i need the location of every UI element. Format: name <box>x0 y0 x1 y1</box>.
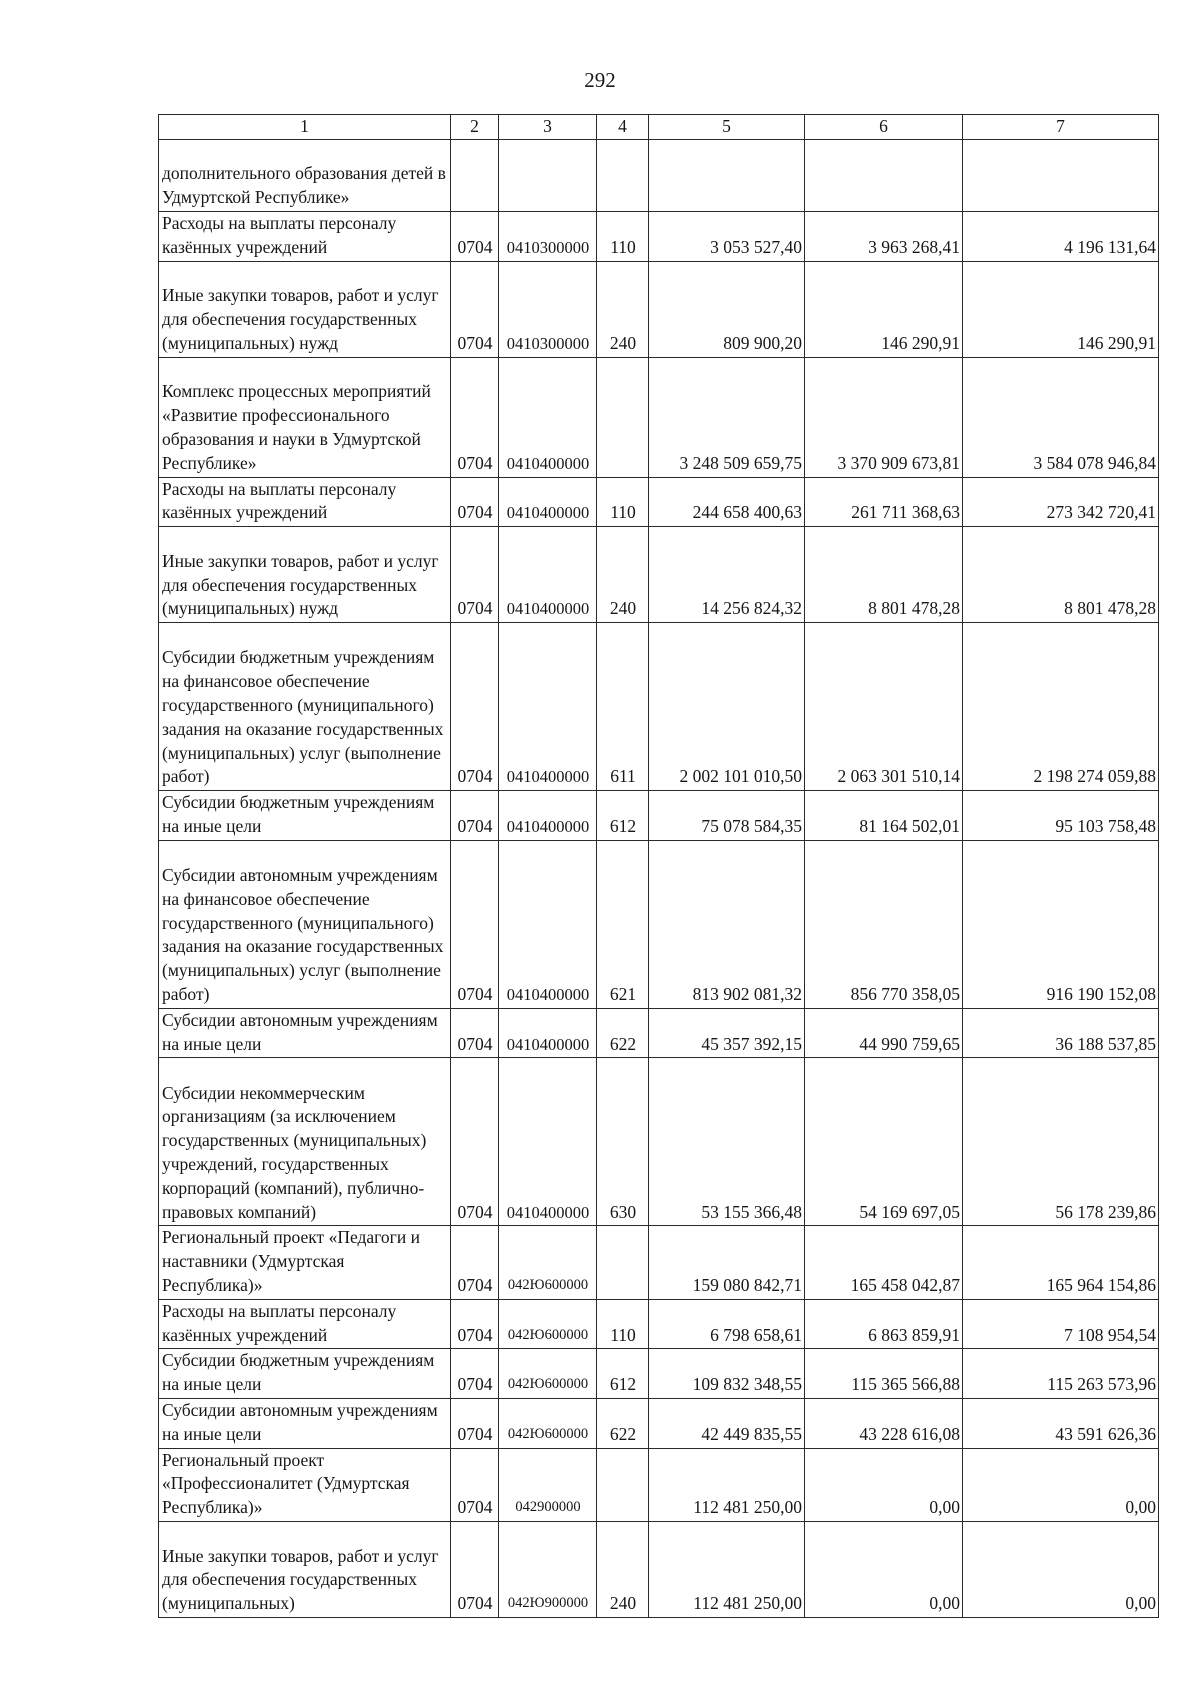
expense-type-code: 240 <box>597 1521 649 1617</box>
amount-col-6: 146 290,91 <box>805 261 963 357</box>
header-row <box>159 115 1159 140</box>
expense-name: Иные закупки товаров, работ и услуг для обеспечения государственных (муниципальных) <box>159 1521 451 1617</box>
amount-col-6: 44 990 759,65 <box>805 1008 963 1058</box>
expense-name: Субсидии бюджетным учреждениям на финансовое обеспечение государственного (муниципального) задания на оказание государственных (муниципальных) услуг (выполнение работ) <box>159 623 451 791</box>
amount-col-7: 56 178 239,86 <box>963 1058 1159 1226</box>
expense-name: Региональный проект «Педагоги и наставники (Удмуртская Республика)» <box>159 1226 451 1299</box>
table-row <box>159 212 1159 262</box>
expense-type-code: 110 <box>597 1299 649 1349</box>
section-code: 0704 <box>451 623 499 791</box>
section-code: 0704 <box>451 1058 499 1226</box>
amount-col-6: 0,00 <box>805 1521 963 1617</box>
expense-name: Субсидии некоммерческим организациям (за исключением государственных (муниципальных) учреждений, государственных корпораций (компаний), публично-правовых компаний) <box>159 1058 451 1226</box>
amount-col-6: 54 169 697,05 <box>805 1058 963 1226</box>
section-code: 0704 <box>451 840 499 1008</box>
amount-col-5: 14 256 824,32 <box>649 527 805 623</box>
target-article-code: 042Ю600000 <box>499 1299 597 1349</box>
expense-type-code <box>597 140 649 212</box>
target-article-code: 042900000 <box>499 1448 597 1521</box>
section-code: 0704 <box>451 527 499 623</box>
table-row <box>159 357 1159 477</box>
amount-col-6: 3 963 268,41 <box>805 212 963 262</box>
section-code: 0704 <box>451 1008 499 1058</box>
expense-type-code: 110 <box>597 477 649 527</box>
amount-col-5: 813 902 081,32 <box>649 840 805 1008</box>
target-article-code: 0410400000 <box>499 357 597 477</box>
expense-name: дополнительного образования детей в Удмуртской Республике» <box>159 140 451 212</box>
target-article-code: 0410400000 <box>499 477 597 527</box>
amount-col-7: 7 108 954,54 <box>963 1299 1159 1349</box>
target-article-code: 042Ю600000 <box>499 1226 597 1299</box>
amount-col-6: 2 063 301 510,14 <box>805 623 963 791</box>
table-row <box>159 1521 1159 1617</box>
section-code: 0704 <box>451 1349 499 1399</box>
section-code: 0704 <box>451 261 499 357</box>
amount-col-6: 43 228 616,08 <box>805 1398 963 1448</box>
section-code: 0704 <box>451 477 499 527</box>
amount-col-7: 8 801 478,28 <box>963 527 1159 623</box>
amount-col-7: 4 196 131,64 <box>963 212 1159 262</box>
table-row <box>159 140 1159 212</box>
amount-col-5: 809 900,20 <box>649 261 805 357</box>
expense-type-code <box>597 1448 649 1521</box>
section-code: 0704 <box>451 1521 499 1617</box>
table-row <box>159 1398 1159 1448</box>
section-code: 0704 <box>451 791 499 841</box>
table-row <box>159 1349 1159 1399</box>
target-article-code: 0410300000 <box>499 212 597 262</box>
amount-col-7: 273 342 720,41 <box>963 477 1159 527</box>
amount-col-7: 916 190 152,08 <box>963 840 1159 1008</box>
section-code: 0704 <box>451 1226 499 1299</box>
amount-col-5: 112 481 250,00 <box>649 1448 805 1521</box>
table-row <box>159 623 1159 791</box>
expense-name: Субсидии бюджетным учреждениям на иные цели <box>159 791 451 841</box>
amount-col-6: 8 801 478,28 <box>805 527 963 623</box>
expense-name: Субсидии автономным учреждениям на иные цели <box>159 1398 451 1448</box>
expense-type-code <box>597 1226 649 1299</box>
header-col-6: 6 <box>805 115 963 140</box>
table-row <box>159 1448 1159 1521</box>
amount-col-7: 2 198 274 059,88 <box>963 623 1159 791</box>
expense-type-code: 110 <box>597 212 649 262</box>
expense-name: Региональный проект «Профессионалитет (Удмуртская Республика)» <box>159 1448 451 1521</box>
amount-col-5: 3 248 509 659,75 <box>649 357 805 477</box>
expense-type-code <box>597 357 649 477</box>
expense-type-code: 621 <box>597 840 649 1008</box>
section-code: 0704 <box>451 1398 499 1448</box>
expense-type-code: 630 <box>597 1058 649 1226</box>
target-article-code: 0410400000 <box>499 1058 597 1226</box>
section-code <box>451 140 499 212</box>
amount-col-5: 112 481 250,00 <box>649 1521 805 1617</box>
expense-name: Иные закупки товаров, работ и услуг для обеспечения государственных (муниципальных) нужд <box>159 527 451 623</box>
amount-col-5: 42 449 835,55 <box>649 1398 805 1448</box>
amount-col-6: 6 863 859,91 <box>805 1299 963 1349</box>
expense-name: Субсидии автономным учреждениям на иные цели <box>159 1008 451 1058</box>
header-col-7: 7 <box>963 115 1159 140</box>
table-row <box>159 1226 1159 1299</box>
expense-name: Расходы на выплаты персоналу казённых учреждений <box>159 212 451 262</box>
target-article-code: 0410400000 <box>499 791 597 841</box>
section-code: 0704 <box>451 1448 499 1521</box>
amount-col-5: 75 078 584,35 <box>649 791 805 841</box>
amount-col-6: 856 770 358,05 <box>805 840 963 1008</box>
amount-col-5 <box>649 140 805 212</box>
amount-col-6: 165 458 042,87 <box>805 1226 963 1299</box>
amount-col-7 <box>963 140 1159 212</box>
expense-name: Субсидии бюджетным учреждениям на иные цели <box>159 1349 451 1399</box>
amount-col-7: 3 584 078 946,84 <box>963 357 1159 477</box>
target-article-code: 0410400000 <box>499 623 597 791</box>
amount-col-5: 109 832 348,55 <box>649 1349 805 1399</box>
table-row <box>159 477 1159 527</box>
amount-col-7: 115 263 573,96 <box>963 1349 1159 1399</box>
expense-type-code: 611 <box>597 623 649 791</box>
header-col-5: 5 <box>649 115 805 140</box>
page-number: 292 <box>584 68 616 92</box>
amount-col-6: 261 711 368,63 <box>805 477 963 527</box>
target-article-code: 042Ю600000 <box>499 1398 597 1448</box>
section-code: 0704 <box>451 212 499 262</box>
header-col-1: 1 <box>159 115 451 140</box>
amount-col-7: 95 103 758,48 <box>963 791 1159 841</box>
target-article-code: 042Ю900000 <box>499 1521 597 1617</box>
header-col-4: 4 <box>597 115 649 140</box>
target-article-code: 0410400000 <box>499 527 597 623</box>
amount-col-5: 6 798 658,61 <box>649 1299 805 1349</box>
expense-name: Субсидии автономным учреждениям на финансовое обеспечение государственного (муниципального) задания на оказание государственных (муниципальных) услуг (выполнение работ) <box>159 840 451 1008</box>
section-code: 0704 <box>451 357 499 477</box>
header-col-2: 2 <box>451 115 499 140</box>
header-col-3: 3 <box>499 115 597 140</box>
amount-col-6: 81 164 502,01 <box>805 791 963 841</box>
expense-name: Комплекс процессных мероприятий «Развитие профессионального образования и науки в Удмуртской Республике» <box>159 357 451 477</box>
expense-type-code: 622 <box>597 1008 649 1058</box>
target-article-code: 0410400000 <box>499 840 597 1008</box>
amount-col-7: 0,00 <box>963 1448 1159 1521</box>
expense-name: Расходы на выплаты персоналу казённых учреждений <box>159 1299 451 1349</box>
table-row <box>159 791 1159 841</box>
target-article-code: 0410300000 <box>499 261 597 357</box>
amount-col-5: 2 002 101 010,50 <box>649 623 805 791</box>
amount-col-6: 3 370 909 673,81 <box>805 357 963 477</box>
table-row <box>159 1299 1159 1349</box>
expense-type-code: 240 <box>597 527 649 623</box>
table-row <box>159 527 1159 623</box>
amount-col-7: 165 964 154,86 <box>963 1226 1159 1299</box>
table-row <box>159 840 1159 1008</box>
amount-col-7: 0,00 <box>963 1521 1159 1617</box>
amount-col-6: 0,00 <box>805 1448 963 1521</box>
budget-table <box>158 114 1159 1618</box>
expense-name: Расходы на выплаты персоналу казённых учреждений <box>159 477 451 527</box>
target-article-code: 042Ю600000 <box>499 1349 597 1399</box>
expense-type-code: 612 <box>597 791 649 841</box>
amount-col-5: 244 658 400,63 <box>649 477 805 527</box>
amount-col-5: 3 053 527,40 <box>649 212 805 262</box>
table-row <box>159 1058 1159 1226</box>
table-row <box>159 261 1159 357</box>
target-article-code: 0410400000 <box>499 1008 597 1058</box>
amount-col-7: 36 188 537,85 <box>963 1008 1159 1058</box>
amount-col-7: 43 591 626,36 <box>963 1398 1159 1448</box>
table-row <box>159 1008 1159 1058</box>
amount-col-7: 146 290,91 <box>963 261 1159 357</box>
target-article-code <box>499 140 597 212</box>
amount-col-5: 45 357 392,15 <box>649 1008 805 1058</box>
amount-col-6 <box>805 140 963 212</box>
expense-type-code: 240 <box>597 261 649 357</box>
section-code: 0704 <box>451 1299 499 1349</box>
expense-type-code: 622 <box>597 1398 649 1448</box>
expense-name: Иные закупки товаров, работ и услуг для обеспечения государственных (муниципальных) нужд <box>159 261 451 357</box>
amount-col-5: 53 155 366,48 <box>649 1058 805 1226</box>
expense-type-code: 612 <box>597 1349 649 1399</box>
amount-col-6: 115 365 566,88 <box>805 1349 963 1399</box>
amount-col-5: 159 080 842,71 <box>649 1226 805 1299</box>
